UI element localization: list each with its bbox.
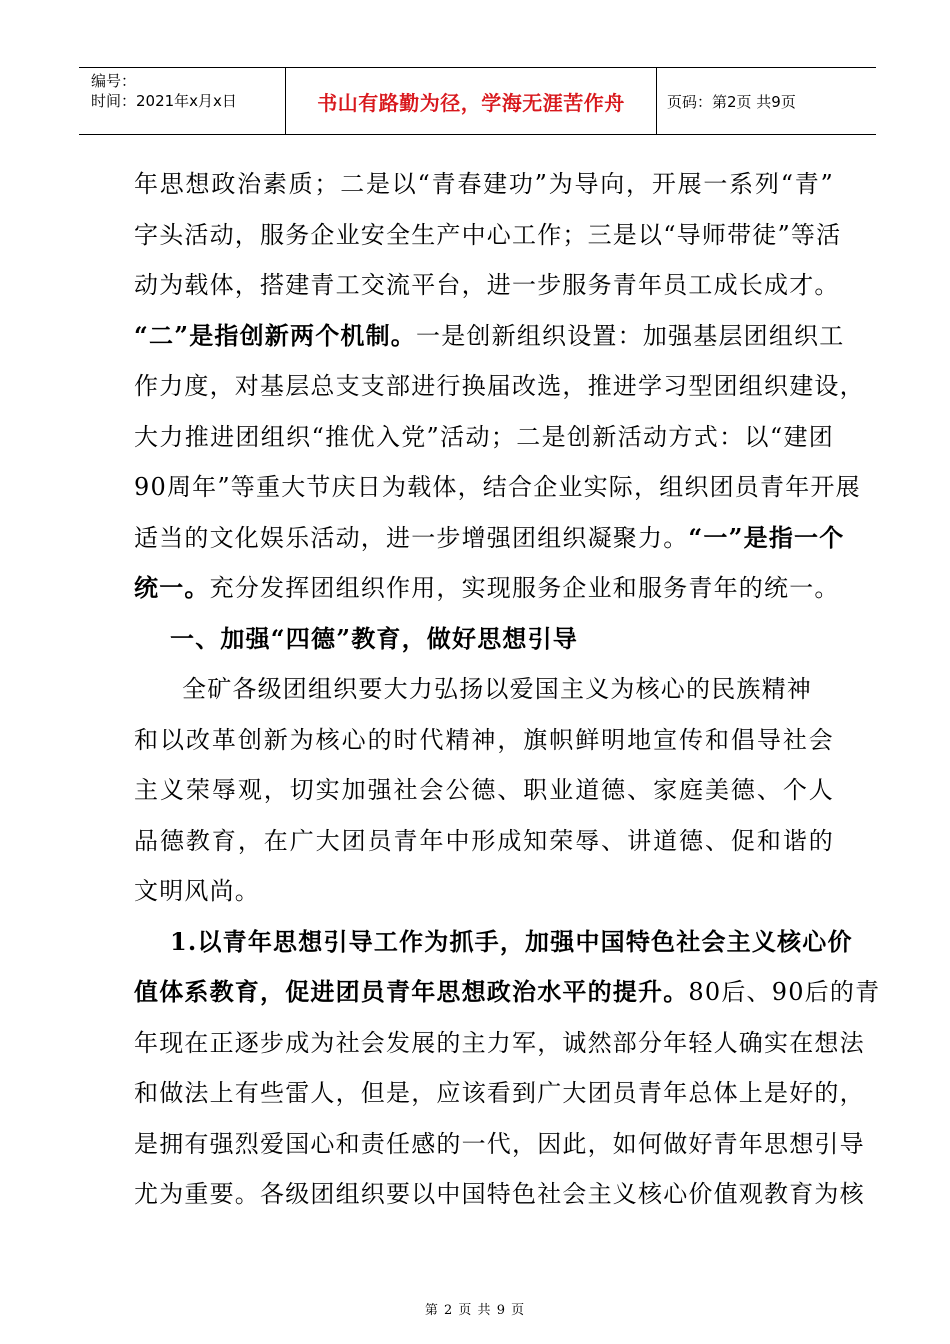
body-line: 品德教育，在广大团员青年中形成知荣辱、讲道德、促和谐的	[134, 826, 834, 855]
body-line: 是拥有强烈爱国心和责任感的一代，因此，如何做好青年思想引导	[134, 1129, 865, 1158]
body-line: 字头活动，服务企业安全生产中心工作；三是以“导师带徒”等活	[134, 220, 842, 249]
section-heading: 一、加强“四德”教育，做好思想引导	[170, 623, 579, 653]
document-header	[79, 67, 876, 135]
bold-phrase: 值体系教育，促进团员青年思想政治水平的提升。	[134, 977, 689, 1006]
body-line: 动为载体，搭建青工交流平台，进一步服务青年员工成长成才。	[134, 271, 840, 299]
body-text: 适当的文化娱乐活动，进一步增强团组织凝聚力。	[134, 523, 689, 552]
body-line	[134, 974, 881, 1025]
body-line	[134, 520, 845, 571]
body-line: 文明风尚。	[134, 877, 260, 905]
body-line: 大力推进团组织“推优入党”活动；二是创新活动方式：以“建团	[134, 422, 834, 451]
header-motto: 书山有路勤为径，学海无涯苦作舟	[317, 90, 625, 115]
body-line: 和以改革创新为核心的时代精神，旗帜鲜明地宣传和倡导社会	[134, 725, 834, 754]
body-line	[134, 318, 845, 369]
bold-phrase: “二”是指创新两个机制。	[134, 320, 417, 350]
body-line: 尤为重要。各级团组织要以中国特色社会主义核心价值观教育为核	[134, 1180, 865, 1208]
body-line: 年思想政治素质；二是以“青春建功”为导向，开展一系列“青”	[134, 170, 834, 198]
header-time-label: 时间：2021年x月x日	[91, 92, 237, 110]
header-number-label: 编号：	[91, 72, 137, 90]
body-line: 作力度，对基层总支支部进行换届改选，推进学习型团组织建设，	[134, 372, 865, 400]
header-meta-cell	[79, 68, 286, 134]
body-line: 1.以青年思想引导工作为抓手，加强中国特色社会主义核心价	[170, 926, 853, 956]
bold-phrase: 统一。	[134, 573, 210, 602]
body-line	[134, 570, 840, 621]
bold-phrase: “一”是指一个	[688, 522, 845, 552]
document-body	[134, 166, 881, 1227]
body-text: 80后、90后的青	[688, 978, 881, 1006]
page-footer: 第 2 页 共 9 页	[424, 1303, 526, 1318]
body-line: 和做法上有些雷人，但是，应该看到广大团员青年总体上是好的，	[134, 1079, 865, 1107]
header-page-label: 页码：第2页 共9页	[667, 92, 796, 111]
body-line: 全矿各级团组织要大力弘扬以爱国主义为核心的民族精神	[182, 675, 812, 703]
header-page-cell	[657, 68, 876, 134]
body-line: 年现在正逐步成为社会发展的主力军，诚然部分年轻人确实在想法	[134, 1028, 865, 1057]
header-motto-cell	[286, 68, 657, 134]
body-line: 主义荣辱观，切实加强社会公德、职业道德、家庭美德、个人	[134, 776, 834, 804]
body-text: 一是创新组织设置：加强基层团组织工	[416, 321, 845, 350]
body-text: 充分发挥团组织作用，实现服务企业和服务青年的统一。	[209, 574, 840, 602]
body-line: 90周年”等重大节庆日为载体，结合企业实际，组织团员青年开展	[134, 473, 861, 501]
